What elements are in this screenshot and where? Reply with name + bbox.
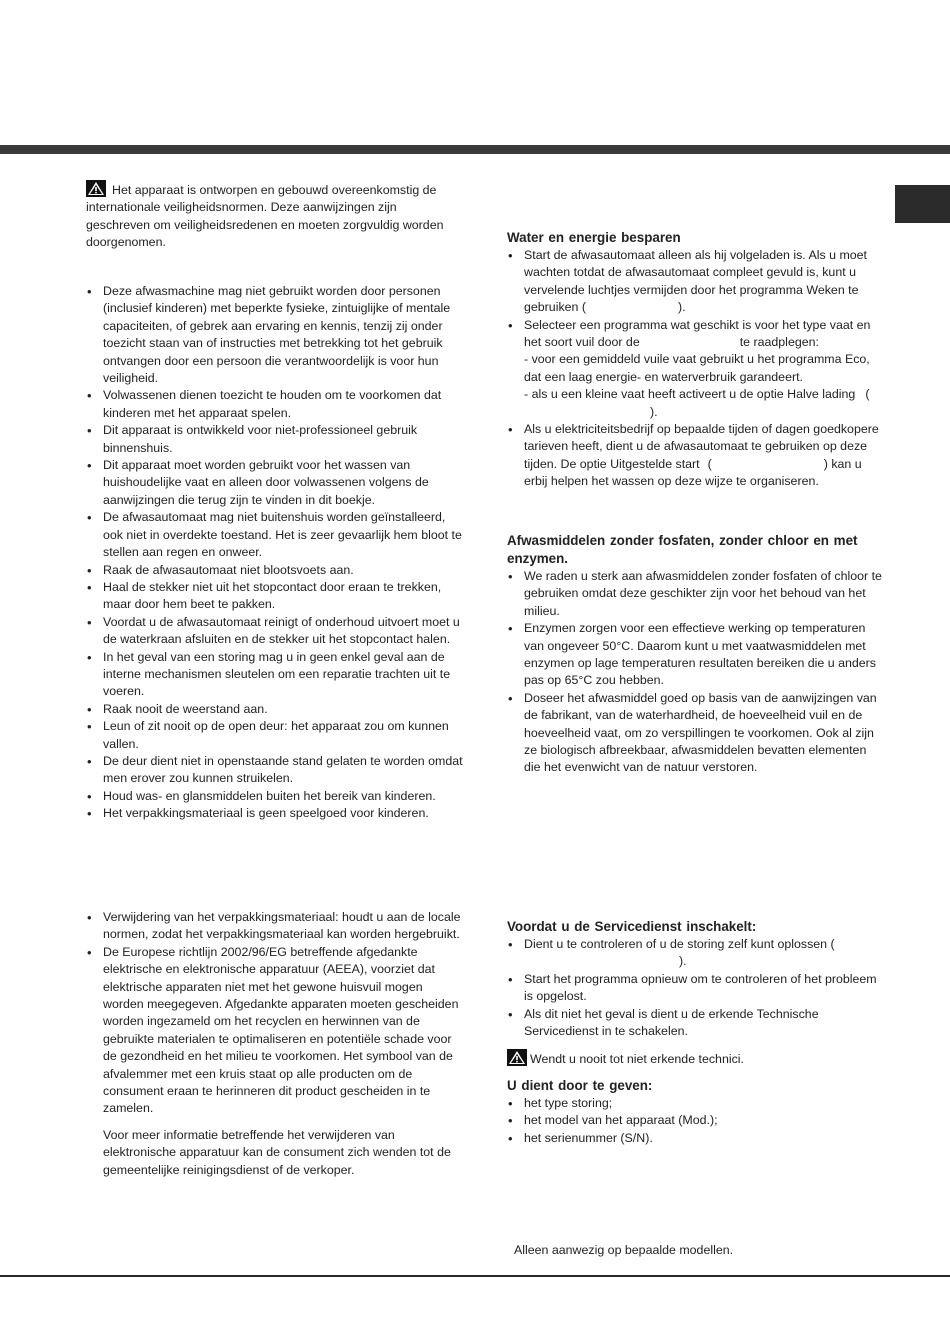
list-item: • Voordat u de afwasautomaat reinigt of onderhoud uitvoert moet u de waterkraan afsluiten en de stekker uit het stopcontact halen.: [86, 614, 464, 649]
detergent-heading: Afwasmiddelen zonder fosfaten, zonder chloor en met enzymen.: [507, 533, 858, 566]
saving-heading: Water en energie besparen: [507, 230, 681, 245]
footnote: Alleen aanwezig op bepaalde modellen.: [514, 1243, 734, 1257]
list-item: • De afwasautomaat mag niet buitenshuis worden geïnstalleerd, ook niet in overdekte toestand. Het is zeer gevaarlijk hem bloot te stellen aan regen en onweer.: [86, 509, 464, 561]
list-item: • Dit apparaat is ontwikkeld voor niet-professioneel gebruik binnenshuis.: [86, 422, 464, 457]
header-rule: [0, 145, 950, 154]
safety-list: [86, 283, 464, 823]
list-item: • Selecteer een programma wat geschikt is voor het type vaat en het soort vuil door de te raadplegen: - voor een gemiddeld vuile vaat gebruikt u het programma Eco, dat een laag energie- en waterverbruik garandeert. - als u een kleine vaat heeft activeert u de optie Halve lading ().: [507, 317, 883, 421]
give-section: [507, 1077, 883, 1147]
list-item: • Als u elektriciteitsbedrijf op bepaalde tijden of dagen goedkopere tarieven heeft, dient u de afwasautomaat te gebruiken op deze tijden. De optie Uitgestelde start ( ) kan u erbij helpen het wassen op deze wijze te organiseren.: [507, 421, 883, 491]
safety-intro-text: Het apparaat is ontworpen en gebouwd overeenkomstig de internationale veiligheidsnormen. Deze aanwijzingen zijn geschreven om veiligheidsredenen en moeten zorgvuldig worden doorgenomen.: [86, 183, 444, 250]
service-section: [507, 918, 883, 1069]
list-item: • Start het programma opnieuw om te controleren of het probleem is opgelost.: [507, 971, 883, 1006]
list-item: • In het geval van een storing mag u in geen enkel geval aan de interne mechanismen sleutelen om een reparatie trachten uit te voeren.: [86, 649, 464, 701]
warning-triangle-icon: [507, 1049, 527, 1066]
list-item: • Dit apparaat moet worden gebruikt voor het wassen van huishoudelijke vaat en alleen door volwassenen volgens de aanwijzingen die terug zijn te vinden in dit boekje.: [86, 457, 464, 509]
list-item: • het type storing;: [507, 1095, 883, 1112]
list-item: • Haal de stekker niet uit het stopcontact door eraan te trekken, maar door hem beet te pakken.: [86, 579, 464, 614]
list-item: • het serienummer (S/N).: [507, 1130, 883, 1147]
list-item: • De deur dient niet in openstaande stand gelaten te worden omdat men erover zou kunnen struikelen.: [86, 753, 464, 788]
list-item: • Verwijdering van het verpakkingsmateriaal: houdt u aan de locale normen, zodat het verpakkingsmateriaal kan worden hergebruikt.: [86, 909, 464, 944]
list-item: • Raak nooit de weerstand aan.: [86, 701, 464, 718]
disposal-list: [86, 909, 464, 1179]
safety-intro: [86, 180, 464, 252]
detergent-section: [507, 532, 883, 777]
side-tab-marker: [895, 185, 950, 223]
list-item: • Als dit niet het geval is dient u de erkende Technische Servicedienst in te schakelen.: [507, 1006, 883, 1041]
list-item: • het model van het apparaat (Mod.);: [507, 1112, 883, 1129]
list-item: • Leun of zit nooit op de open deur: het apparaat zou om kunnen vallen.: [86, 718, 464, 753]
list-item: • We raden u sterk aan afwasmiddelen zonder fosfaten of chloor te gebruiken omdat deze geschikter zijn voor het behoud van het milieu.: [507, 568, 883, 620]
list-item: • Deze afwasmachine mag niet gebruikt worden door personen (inclusief kinderen) met beperkte fysieke, zintuiglijke of mentale capaciteiten, of gebrek aan ervaring en kennis, tenzij zij onder toezicht staan van of instructies met betrekking tot het gebruik ontvangen door een persoon die verantwoordelijk is voor hun veiligheid.: [86, 283, 464, 387]
list-item: • Volwassenen dienen toezicht te houden om te voorkomen dat kinderen met het apparaat spelen.: [86, 387, 464, 422]
list-item: • Doseer het afwasmiddel goed op basis van de aanwijzingen van de fabrikant, van de waterhardheid, de hoeveelheid vuil en de hoeveelheid vaat, om zo verspillingen te voorkomen. Ook al zijn ze biologisch afbreekbaar, afwasmiddelen bevatten elementen die het evenwicht van de natuur verstoren.: [507, 690, 883, 777]
list-item: • Dient u te controleren of u de storing zelf kunt oplossen ( ).: [507, 936, 883, 971]
list-item: • Raak de afwasautomaat niet blootsvoets aan.: [86, 562, 464, 579]
service-heading: Voordat u de Servicedienst inschakelt:: [507, 919, 757, 934]
list-item: • Enzymen zorgen voor een effectieve werking op temperaturen van ongeveer 50°C. Daarom kunt u met vaatwasmiddelen met enzymen op lage temperaturen resultaten bereiken die u anders pas op 65°C zou hebben.: [507, 620, 883, 690]
disposal-more-info: Voor meer informatie betreffende het verwijderen van elektronische apparatuur kan de consument zich wenden tot de gemeentelijke reinigingsdienst of de verkoper.: [103, 1127, 451, 1177]
list-item: • Start de afwasautomaat alleen als hij volgeladen is. Als u moet wachten totdat de afwasautomaat compleet gevuld is, kunt u vervelende luchtjes vermijden door het programma Weken te gebruiken ( ).: [507, 247, 883, 317]
list-item: • Het verpakkingsmateriaal is geen speelgoed voor kinderen.: [86, 805, 464, 822]
warning-triangle-icon: [86, 180, 106, 197]
footer-rule: [0, 1275, 950, 1277]
list-item: • Houd was- en glansmiddelen buiten het bereik van kinderen.: [86, 788, 464, 805]
service-warning: Wendt u nooit tot niet erkende technici.: [507, 1049, 883, 1068]
saving-section: [507, 229, 883, 491]
list-item: • De Europese richtlijn 2002/96/EG betreffende afgedankte elektrische en elektronische apparatuur (AEEA), voorziet dat elektrische apparaten niet met het gewone huisvuil mogen worden meegegeven. Afgedankte apparaten moeten gescheiden worden ingezameld om het recyclen en herwinnen van de gebruikte materialen te optimaliseren en potentiële schade voor de gezondheid en het milieu te voorkomen. Het symbool van de afvalemmer met een kruis staat op alle producten om de consument eraan te herinneren dit product gescheiden in te zamelen.: [86, 944, 464, 1118]
give-heading: U dient door te geven:: [507, 1078, 653, 1093]
